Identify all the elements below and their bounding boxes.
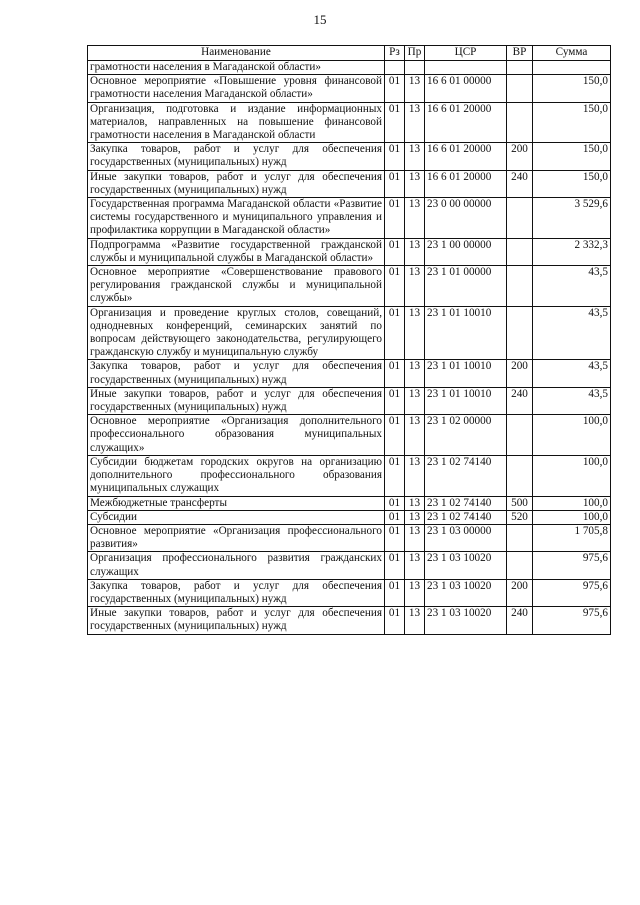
cell-pr: 13 <box>405 102 425 143</box>
cell-rz: 01 <box>385 360 405 387</box>
cell-rz: 01 <box>385 75 405 102</box>
page-number: 15 <box>313 12 327 27</box>
cell-pr: 13 <box>405 455 425 496</box>
table-row <box>88 510 611 524</box>
header-pr: Пр <box>405 46 425 61</box>
cell-vr: 240 <box>507 387 533 414</box>
cell-name: Государственная программа Магаданской области «Развитие системы государственного и муниципального управления и профилактика коррупции в Магаданской области» <box>88 198 385 239</box>
cell-sum: 975,6 <box>533 579 611 606</box>
cell-pr: 13 <box>405 360 425 387</box>
cell-pr: 13 <box>405 198 425 239</box>
cell-name: грамотности населения в Магаданской области» <box>88 61 385 75</box>
table-row <box>88 170 611 197</box>
cell-name: Иные закупки товаров, работ и услуг для обеспечения государственных (муниципальных) нужд <box>88 387 385 414</box>
cell-csr: 23 1 02 74140 <box>425 496 507 510</box>
cell-sum: 1 705,8 <box>533 524 611 551</box>
cell-rz: 01 <box>385 510 405 524</box>
cell-csr: 23 1 03 00000 <box>425 524 507 551</box>
cell-sum: 43,5 <box>533 266 611 307</box>
cell-csr: 23 1 02 00000 <box>425 415 507 456</box>
table-row <box>88 61 611 75</box>
cell-pr: 13 <box>405 75 425 102</box>
cell-name: Иные закупки товаров, работ и услуг для обеспечения государственных (муниципальных) нужд <box>88 607 385 634</box>
cell-pr: 13 <box>405 510 425 524</box>
cell-name: Организация, подготовка и издание информационных материалов, направленных на повышение финансовой грамотности населения в Магаданской области <box>88 102 385 143</box>
cell-pr: 13 <box>405 238 425 265</box>
table-row <box>88 143 611 170</box>
cell-pr: 13 <box>405 496 425 510</box>
cell-csr: 23 1 03 10020 <box>425 579 507 606</box>
cell-sum: 150,0 <box>533 170 611 197</box>
cell-rz: 01 <box>385 387 405 414</box>
cell-rz: 01 <box>385 143 405 170</box>
cell-pr: 13 <box>405 579 425 606</box>
cell-csr: 16 6 01 20000 <box>425 143 507 170</box>
header-csr: ЦСР <box>425 46 507 61</box>
cell-sum: 3 529,6 <box>533 198 611 239</box>
cell-name: Субсидии <box>88 510 385 524</box>
cell-sum: 100,0 <box>533 415 611 456</box>
cell-name: Основное мероприятие «Организация профессионального развития» <box>88 524 385 551</box>
cell-rz: 01 <box>385 552 405 579</box>
cell-name: Закупка товаров, работ и услуг для обеспечения государственных (муниципальных) нужд <box>88 360 385 387</box>
cell-pr: 13 <box>405 266 425 307</box>
table-row <box>88 455 611 496</box>
cell-pr: 13 <box>405 552 425 579</box>
cell-rz <box>385 61 405 75</box>
cell-csr: 23 1 00 00000 <box>425 238 507 265</box>
cell-vr: 520 <box>507 510 533 524</box>
cell-vr <box>507 306 533 360</box>
header-sum: Сумма <box>533 46 611 61</box>
cell-sum: 100,0 <box>533 455 611 496</box>
cell-vr <box>507 102 533 143</box>
cell-rz: 01 <box>385 579 405 606</box>
table-row <box>88 387 611 414</box>
cell-vr: 240 <box>507 607 533 634</box>
cell-rz: 01 <box>385 266 405 307</box>
cell-sum: 100,0 <box>533 510 611 524</box>
cell-name: Иные закупки товаров, работ и услуг для обеспечения государственных (муниципальных) нужд <box>88 170 385 197</box>
cell-pr: 13 <box>405 387 425 414</box>
cell-csr: 23 1 02 74140 <box>425 510 507 524</box>
cell-pr: 13 <box>405 607 425 634</box>
cell-vr: 240 <box>507 170 533 197</box>
cell-csr <box>425 61 507 75</box>
cell-rz: 01 <box>385 198 405 239</box>
cell-rz: 01 <box>385 102 405 143</box>
cell-csr: 23 1 01 00000 <box>425 266 507 307</box>
cell-csr: 23 1 03 10020 <box>425 607 507 634</box>
cell-sum: 150,0 <box>533 102 611 143</box>
cell-sum: 150,0 <box>533 143 611 170</box>
cell-sum: 100,0 <box>533 496 611 510</box>
cell-csr: 23 1 01 10010 <box>425 360 507 387</box>
cell-vr: 200 <box>507 143 533 170</box>
table-row <box>88 266 611 307</box>
cell-rz: 01 <box>385 306 405 360</box>
cell-sum: 2 332,3 <box>533 238 611 265</box>
cell-vr <box>507 61 533 75</box>
cell-csr: 16 6 01 20000 <box>425 102 507 143</box>
cell-rz: 01 <box>385 496 405 510</box>
cell-sum: 43,5 <box>533 306 611 360</box>
cell-name: Организация и проведение круглых столов, совещаний, однодневных конференций, семинарских занятий по вопросам действующего законодательства, регулирующего гражданскую службу и муниципальную службу <box>88 306 385 360</box>
table-row <box>88 198 611 239</box>
cell-rz: 01 <box>385 415 405 456</box>
table-header-row <box>88 46 611 61</box>
table-row <box>88 306 611 360</box>
cell-csr: 23 1 01 10010 <box>425 306 507 360</box>
cell-name: Основное мероприятие «Организация дополнительного профессионального образования муниципальных служащих» <box>88 415 385 456</box>
table-row <box>88 360 611 387</box>
budget-table <box>87 45 611 635</box>
cell-sum: 43,5 <box>533 360 611 387</box>
cell-vr: 200 <box>507 360 533 387</box>
cell-csr: 23 1 01 10010 <box>425 387 507 414</box>
cell-name: Субсидии бюджетам городских округов на организацию дополнительного профессионального образования муниципальных служащих <box>88 455 385 496</box>
cell-rz: 01 <box>385 238 405 265</box>
cell-rz: 01 <box>385 524 405 551</box>
table-row <box>88 579 611 606</box>
cell-csr: 16 6 01 20000 <box>425 170 507 197</box>
table-row <box>88 496 611 510</box>
cell-csr: 23 1 03 10020 <box>425 552 507 579</box>
cell-vr <box>507 455 533 496</box>
header-vr: ВР <box>507 46 533 61</box>
cell-sum: 975,6 <box>533 552 611 579</box>
cell-name: Основное мероприятие «Повышение уровня финансовой грамотности населения Магаданской области» <box>88 75 385 102</box>
cell-pr: 13 <box>405 170 425 197</box>
cell-vr <box>507 198 533 239</box>
header-rz: Рз <box>385 46 405 61</box>
cell-sum: 43,5 <box>533 387 611 414</box>
cell-csr: 23 0 00 00000 <box>425 198 507 239</box>
table-row <box>88 75 611 102</box>
cell-vr: 200 <box>507 579 533 606</box>
cell-rz: 01 <box>385 170 405 197</box>
cell-sum: 150,0 <box>533 75 611 102</box>
cell-vr <box>507 415 533 456</box>
table-row <box>88 607 611 634</box>
cell-sum: 975,6 <box>533 607 611 634</box>
cell-name: Основное мероприятие «Совершенствование правового регулирования гражданской службы и муниципальной службы» <box>88 266 385 307</box>
table-row <box>88 552 611 579</box>
cell-vr <box>507 524 533 551</box>
cell-name: Подпрограмма «Развитие государственной гражданской службы и муниципальной службы в Магаданской области» <box>88 238 385 265</box>
cell-vr <box>507 238 533 265</box>
cell-name: Закупка товаров, работ и услуг для обеспечения государственных (муниципальных) нужд <box>88 579 385 606</box>
cell-vr: 500 <box>507 496 533 510</box>
cell-name: Организация профессионального развития гражданских служащих <box>88 552 385 579</box>
table-row <box>88 524 611 551</box>
cell-rz: 01 <box>385 607 405 634</box>
table-row <box>88 415 611 456</box>
cell-csr: 23 1 02 74140 <box>425 455 507 496</box>
cell-pr: 13 <box>405 306 425 360</box>
cell-name: Межбюджетные трансферты <box>88 496 385 510</box>
cell-vr <box>507 552 533 579</box>
table-row <box>88 238 611 265</box>
cell-vr <box>507 75 533 102</box>
cell-pr: 13 <box>405 415 425 456</box>
cell-name: Закупка товаров, работ и услуг для обеспечения государственных (муниципальных) нужд <box>88 143 385 170</box>
cell-vr <box>507 266 533 307</box>
cell-pr: 13 <box>405 524 425 551</box>
cell-csr: 16 6 01 00000 <box>425 75 507 102</box>
header-name: Наименование <box>88 46 385 61</box>
cell-pr <box>405 61 425 75</box>
cell-pr: 13 <box>405 143 425 170</box>
cell-rz: 01 <box>385 455 405 496</box>
table-row <box>88 102 611 143</box>
cell-sum <box>533 61 611 75</box>
